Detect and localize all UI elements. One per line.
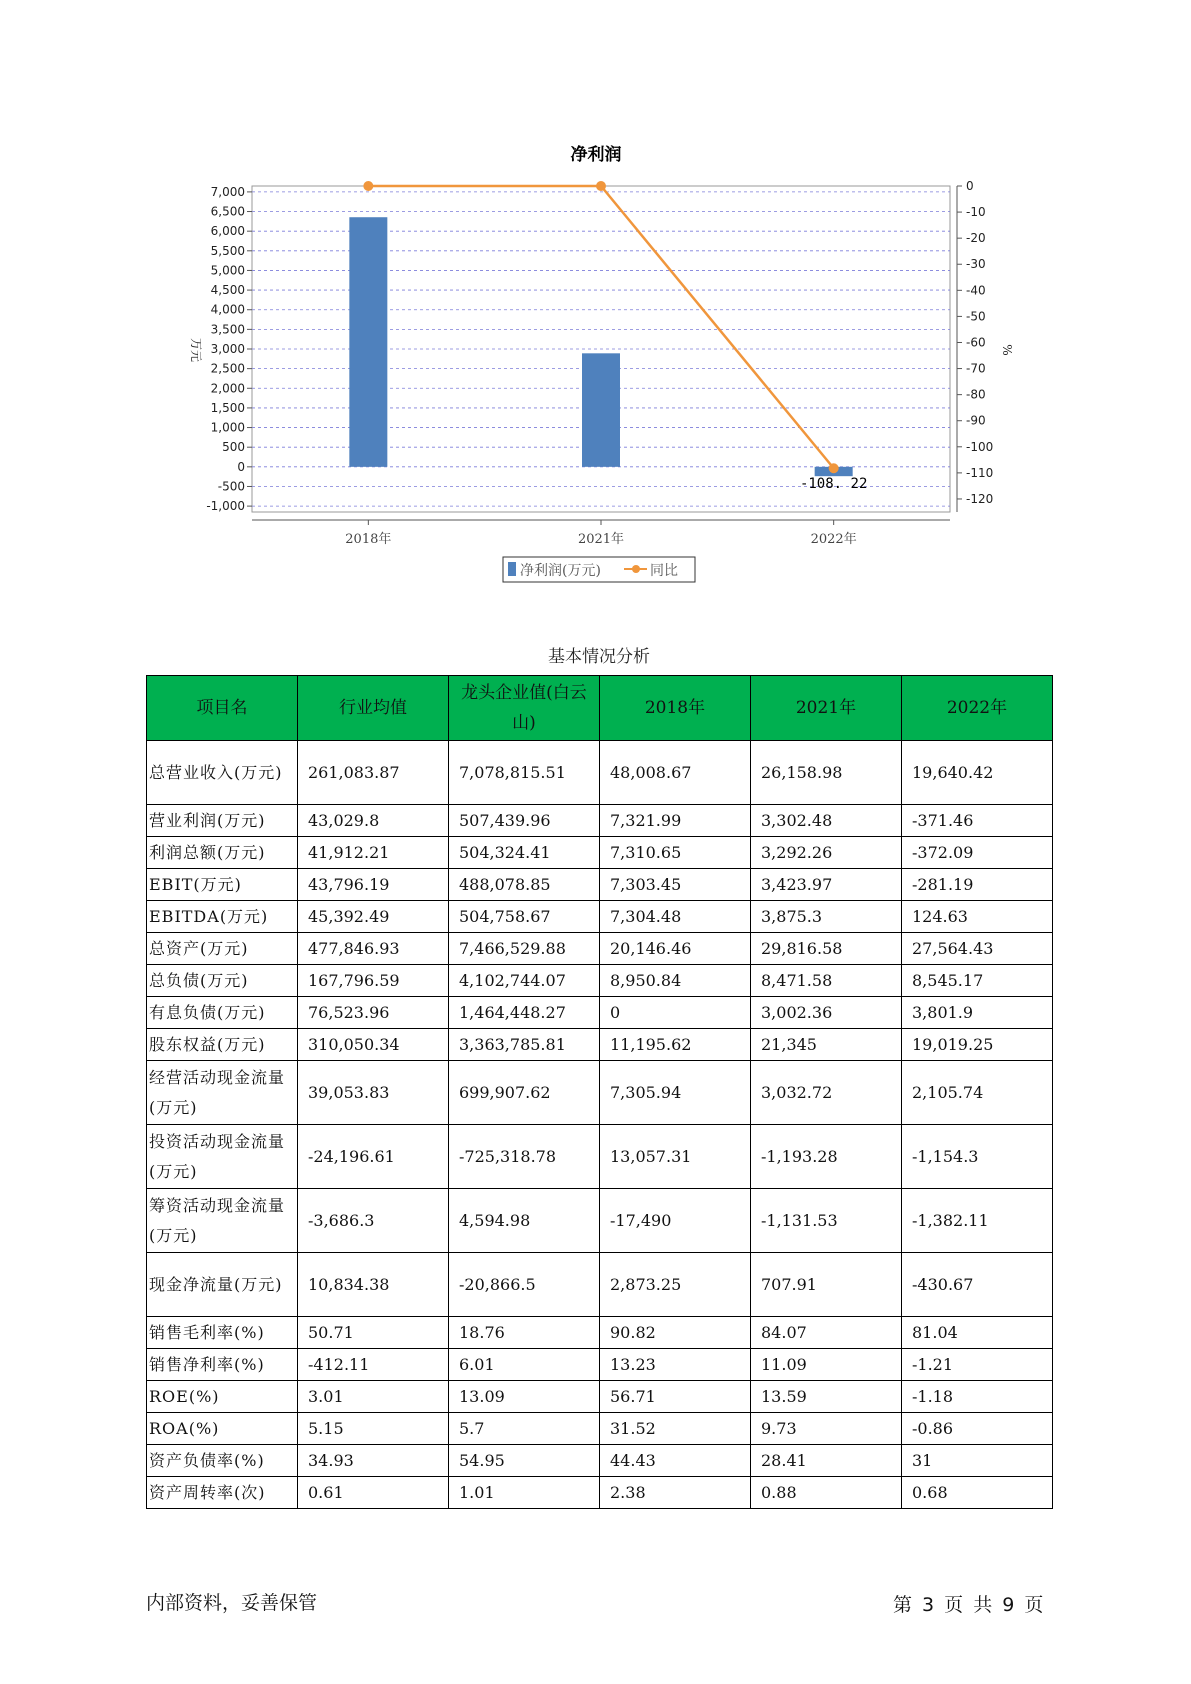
bar-2018: [349, 217, 387, 467]
value-cell: 7,305.94: [600, 1061, 751, 1125]
row-label-cell: 资产负债率(%): [147, 1445, 298, 1477]
value-cell: -0.86: [902, 1413, 1053, 1445]
yoy-point-2018: [363, 181, 373, 191]
value-cell: 90.82: [600, 1317, 751, 1349]
basic-analysis-table: [146, 675, 1053, 1509]
value-cell: 41,912.21: [298, 837, 449, 869]
value-cell: 261,083.87: [298, 741, 449, 805]
value-cell: -412.11: [298, 1349, 449, 1381]
right-tick-label: -20: [966, 231, 986, 246]
right-tick-label: -120: [966, 491, 994, 506]
row-label-cell: 总资产(万元): [147, 933, 298, 965]
row-label-cell: 总负债(万元): [147, 965, 298, 997]
value-cell: 3,292.26: [751, 837, 902, 869]
row-label-cell: 投资活动现金流量(万元): [147, 1125, 298, 1189]
value-cell: 0: [600, 997, 751, 1029]
col-header-item: 项目名: [147, 676, 298, 741]
value-cell: 13.23: [600, 1349, 751, 1381]
value-cell: -371.46: [902, 805, 1053, 837]
chart-bars: [349, 217, 852, 476]
value-cell: 7,078,815.51: [449, 741, 600, 805]
value-cell: 0.88: [751, 1477, 902, 1509]
value-cell: 3,002.36: [751, 997, 902, 1029]
value-cell: 45,392.49: [298, 901, 449, 933]
row-label-cell: 经营活动现金流量(万元): [147, 1061, 298, 1125]
row-label-cell: 销售净利率(%): [147, 1349, 298, 1381]
value-cell: 43,029.8: [298, 805, 449, 837]
yoy-point-2022: [829, 463, 839, 473]
table-row: [147, 997, 1053, 1029]
left-tick-label: 6,000: [210, 224, 245, 239]
value-cell: 19,019.25: [902, 1029, 1053, 1061]
value-cell: 7,310.65: [600, 837, 751, 869]
table-row: [147, 901, 1053, 933]
left-tick-label: 500: [222, 440, 245, 455]
col-header-leader: 龙头企业值(白云山): [449, 676, 600, 741]
value-cell: 5.7: [449, 1413, 600, 1445]
legend-bar-label: 净利润(万元): [520, 563, 601, 579]
left-axis-label: 万元: [189, 337, 203, 363]
value-cell: -3,686.3: [298, 1189, 449, 1253]
value-cell: 3,363,785.81: [449, 1029, 600, 1061]
left-tick-label: 2,000: [210, 381, 245, 396]
right-tick-label: -100: [966, 439, 994, 454]
value-cell: 7,321.99: [600, 805, 751, 837]
right-tick-label: -110: [966, 465, 994, 480]
table-row: [147, 869, 1053, 901]
value-cell: 19,640.42: [902, 741, 1053, 805]
value-cell: 699,907.62: [449, 1061, 600, 1125]
left-tick-label: 4,000: [210, 302, 245, 317]
value-cell: 1,464,448.27: [449, 997, 600, 1029]
table-row: [147, 1125, 1053, 1189]
table-header-row: [147, 676, 1053, 741]
value-cell: 504,758.67: [449, 901, 600, 933]
value-cell: -24,196.61: [298, 1125, 449, 1189]
row-label-cell: 现金净流量(万元): [147, 1253, 298, 1317]
value-cell: 13,057.31: [600, 1125, 751, 1189]
row-label-cell: ROE(%): [147, 1381, 298, 1413]
table-row: [147, 1253, 1053, 1317]
value-cell: -430.67: [902, 1253, 1053, 1317]
legend-line-marker: [632, 565, 640, 573]
value-cell: 27,564.43: [902, 933, 1053, 965]
value-cell: 10,834.38: [298, 1253, 449, 1317]
table-row: [147, 741, 1053, 805]
value-cell: 8,950.84: [600, 965, 751, 997]
value-cell: 39,053.83: [298, 1061, 449, 1125]
left-tick-label: 5,500: [210, 243, 245, 258]
table-row: [147, 1029, 1053, 1061]
left-tick-label: 6,500: [210, 204, 245, 219]
value-cell: 507,439.96: [449, 805, 600, 837]
value-cell: -1,154.3: [902, 1125, 1053, 1189]
value-cell: -281.19: [902, 869, 1053, 901]
right-tick-label: -90: [966, 413, 986, 428]
right-tick-label: -70: [966, 361, 986, 376]
value-cell: 3,875.3: [751, 901, 902, 933]
table-row: [147, 837, 1053, 869]
value-cell: -20,866.5: [449, 1253, 600, 1317]
row-label-cell: 股东权益(万元): [147, 1029, 298, 1061]
table-row: [147, 805, 1053, 837]
left-tick-label: 4,500: [210, 283, 245, 298]
value-cell: 43,796.19: [298, 869, 449, 901]
value-cell: 0.68: [902, 1477, 1053, 1509]
table-row: [147, 1381, 1053, 1413]
value-cell: 26,158.98: [751, 741, 902, 805]
chart-legend: [503, 557, 695, 582]
yoy-point-2021: [596, 181, 606, 191]
value-cell: 310,050.34: [298, 1029, 449, 1061]
value-cell: 2,873.25: [600, 1253, 751, 1317]
value-cell: 3,423.97: [751, 869, 902, 901]
table-row: [147, 1477, 1053, 1509]
value-cell: 44.43: [600, 1445, 751, 1477]
value-cell: 81.04: [902, 1317, 1053, 1349]
value-cell: 8,545.17: [902, 965, 1053, 997]
right-tick-label: -50: [966, 309, 986, 324]
value-cell: 76,523.96: [298, 997, 449, 1029]
value-cell: -1.18: [902, 1381, 1053, 1413]
value-cell: 488,078.85: [449, 869, 600, 901]
value-cell: 31.52: [600, 1413, 751, 1445]
value-cell: 28.41: [751, 1445, 902, 1477]
value-cell: 0.61: [298, 1477, 449, 1509]
right-axis-label: %: [1000, 344, 1014, 356]
value-cell: 4,102,744.07: [449, 965, 600, 997]
right-tick-label: -60: [966, 335, 986, 350]
value-cell: -17,490: [600, 1189, 751, 1253]
right-tick-label: -30: [966, 257, 986, 272]
value-cell: -1.21: [902, 1349, 1053, 1381]
table-caption: 基本情况分析: [548, 647, 650, 667]
value-cell: 2,105.74: [902, 1061, 1053, 1125]
value-cell: 9.73: [751, 1413, 902, 1445]
right-tick-label: 0: [966, 179, 974, 193]
row-label-cell: 利润总额(万元): [147, 837, 298, 869]
table-row: [147, 933, 1053, 965]
row-label-cell: 销售毛利率(%): [147, 1317, 298, 1349]
value-cell: 1.01: [449, 1477, 600, 1509]
value-cell: 29,816.58: [751, 933, 902, 965]
value-cell: 124.63: [902, 901, 1053, 933]
row-label-cell: 资产周转率(次): [147, 1477, 298, 1509]
value-cell: -372.09: [902, 837, 1053, 869]
value-cell: 7,303.45: [600, 869, 751, 901]
value-cell: 477,846.93: [298, 933, 449, 965]
right-tick-label: -10: [966, 205, 986, 220]
value-cell: 21,345: [751, 1029, 902, 1061]
left-tick-label: 3,500: [210, 322, 245, 337]
value-cell: 11.09: [751, 1349, 902, 1381]
table-row: [147, 1413, 1053, 1445]
left-tick-label: 1,000: [210, 420, 245, 435]
value-cell: -1,131.53: [751, 1189, 902, 1253]
row-label-cell: 营业利润(万元): [147, 805, 298, 837]
value-cell: 3.01: [298, 1381, 449, 1413]
value-cell: 84.07: [751, 1317, 902, 1349]
value-cell: 4,594.98: [449, 1189, 600, 1253]
net-profit-chart: [0, 0, 1191, 600]
row-label-cell: ROA(%): [147, 1413, 298, 1445]
value-cell: 18.76: [449, 1317, 600, 1349]
value-cell: 8,471.58: [751, 965, 902, 997]
value-cell: 48,008.67: [600, 741, 751, 805]
value-cell: 13.59: [751, 1381, 902, 1413]
table-row: [147, 1317, 1053, 1349]
left-tick-label: 7,000: [210, 184, 245, 199]
value-cell: 167,796.59: [298, 965, 449, 997]
right-tick-label: -40: [966, 283, 986, 298]
value-cell: 3,302.48: [751, 805, 902, 837]
col-header-industry-avg: 行业均值: [298, 676, 449, 741]
left-tick-label: 5,000: [210, 263, 245, 278]
value-cell: 6.01: [449, 1349, 600, 1381]
table-row: [147, 1061, 1053, 1125]
left-tick-label: -1,000: [206, 499, 245, 514]
yoy-annotation: -108. 22: [799, 476, 868, 493]
value-cell: -725,318.78: [449, 1125, 600, 1189]
value-cell: 7,304.48: [600, 901, 751, 933]
value-cell: 34.93: [298, 1445, 449, 1477]
value-cell: 3,032.72: [751, 1061, 902, 1125]
left-tick-label: -500: [217, 479, 245, 494]
col-header-2022: 2022年: [902, 676, 1053, 741]
value-cell: 5.15: [298, 1413, 449, 1445]
x-tick-label: 2022年: [810, 532, 857, 547]
footer-page-number: 第 3 页 共 9 页: [893, 1594, 1044, 1616]
left-tick-label: 3,000: [210, 342, 245, 356]
value-cell: 7,466,529.88: [449, 933, 600, 965]
value-cell: 3,801.9: [902, 997, 1053, 1029]
value-cell: 11,195.62: [600, 1029, 751, 1061]
row-label-cell: EBIT(万元): [147, 869, 298, 901]
row-label-cell: 总营业收入(万元): [147, 741, 298, 805]
table-row: [147, 1445, 1053, 1477]
table-row: [147, 1349, 1053, 1381]
value-cell: 20,146.46: [600, 933, 751, 965]
legend-bar-swatch: [508, 562, 516, 576]
chart-title: 净利润: [570, 145, 622, 165]
footer-confidential: 内部资料，妥善保管: [146, 1592, 318, 1614]
value-cell: 50.71: [298, 1317, 449, 1349]
col-header-2021: 2021年: [751, 676, 902, 741]
row-label-cell: 筹资活动现金流量(万元): [147, 1189, 298, 1253]
col-header-2018: 2018年: [600, 676, 751, 741]
value-cell: 707.91: [751, 1253, 902, 1317]
value-cell: 2.38: [600, 1477, 751, 1509]
right-tick-label: -80: [966, 387, 986, 402]
value-cell: 54.95: [449, 1445, 600, 1477]
value-cell: 13.09: [449, 1381, 600, 1413]
row-label-cell: 有息负债(万元): [147, 997, 298, 1029]
legend-line-label: 同比: [650, 563, 678, 579]
x-tick-label: 2021年: [577, 532, 625, 547]
left-tick-label: 2,500: [210, 361, 245, 376]
table-row: [147, 1189, 1053, 1253]
value-cell: -1,382.11: [902, 1189, 1053, 1253]
row-label-cell: EBITDA(万元): [147, 901, 298, 933]
value-cell: 56.71: [600, 1381, 751, 1413]
x-tick-label: 2018年: [345, 532, 392, 547]
value-cell: 504,324.41: [449, 837, 600, 869]
value-cell: -1,193.28: [751, 1125, 902, 1189]
left-tick-label: 1,500: [210, 400, 245, 415]
table-row: [147, 965, 1053, 997]
bar-2021: [582, 353, 620, 467]
left-tick-label: 0: [237, 459, 245, 474]
value-cell: 31: [902, 1445, 1053, 1477]
